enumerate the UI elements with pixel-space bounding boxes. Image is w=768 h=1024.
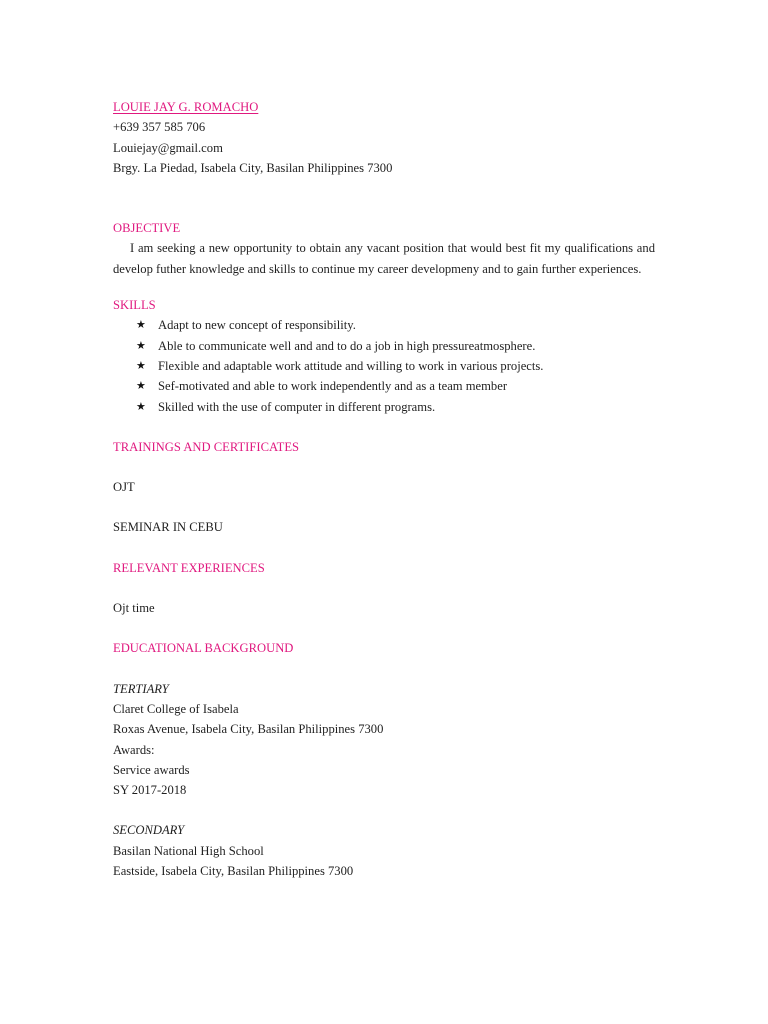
trainings-heading: TRAININGS AND CERTIFICATES	[113, 439, 300, 454]
star-icon: ★	[136, 358, 146, 372]
star-icon: ★	[136, 379, 146, 393]
tertiary-school: Claret College of Isabela	[113, 701, 239, 716]
secondary-address: Eastside, Isabela City, Basilan Philippines 7300	[113, 864, 354, 879]
spacer	[113, 457, 655, 477]
skill-text: Flexible and adaptable work attitude and willing to work in various projects.	[158, 358, 544, 373]
star-icon: ★	[136, 318, 146, 332]
experiences-section	[113, 558, 655, 619]
objective-heading: OBJECTIVE	[113, 221, 181, 236]
objective-section	[113, 218, 655, 279]
spacer	[113, 538, 655, 558]
tertiary-block	[113, 679, 655, 801]
spacer	[113, 178, 655, 218]
school-year: SY 2017-2018	[113, 783, 187, 798]
skills-list	[113, 315, 655, 416]
spacer	[113, 279, 655, 295]
skill-item	[113, 356, 655, 376]
education-section	[113, 638, 655, 881]
email-address: Louiejay@gmail.com	[113, 140, 223, 155]
spacer	[113, 497, 655, 517]
resume-page	[113, 97, 655, 881]
skills-heading: SKILLS	[113, 298, 156, 313]
skill-text: Able to communicate well and and to do a job in high pressureatmosphere.	[158, 338, 536, 353]
tertiary-address: Roxas Avenue, Isabela City, Basilan Philippines 7300	[113, 722, 384, 737]
skill-item	[113, 336, 655, 356]
skill-item	[113, 315, 655, 335]
skill-text: Sef-motivated and able to work independently and as a team member	[158, 379, 508, 394]
phone-number: +639 357 585 706	[113, 120, 206, 135]
skill-item	[113, 397, 655, 417]
home-address: Brgy. La Piedad, Isabela City, Basilan Philippines 7300	[113, 160, 393, 175]
training-item: OJT	[113, 480, 135, 495]
skill-text: Adapt to new concept of responsibility.	[158, 318, 356, 333]
secondary-block	[113, 820, 655, 881]
experience-item: Ojt time	[113, 601, 155, 616]
spacer	[113, 578, 655, 598]
skill-item	[113, 376, 655, 396]
skills-section	[113, 295, 655, 417]
spacer	[113, 417, 655, 437]
awards-label: Awards:	[113, 742, 155, 757]
trainings-section	[113, 437, 655, 538]
spacer	[113, 800, 655, 820]
spacer	[113, 659, 655, 679]
star-icon: ★	[136, 399, 146, 413]
star-icon: ★	[136, 338, 146, 352]
training-item: SEMINAR IN CEBU	[113, 520, 223, 535]
tertiary-label: TERTIARY	[113, 681, 169, 696]
spacer	[113, 618, 655, 638]
skill-text: Skilled with the use of computer in different programs.	[158, 399, 436, 414]
award-item: Service awards	[113, 762, 190, 777]
experiences-heading: RELEVANT EXPERIENCES	[113, 560, 265, 575]
contact-block	[113, 97, 655, 178]
secondary-label: SECONDARY	[113, 823, 185, 838]
education-heading: EDUCATIONAL BACKGROUND	[113, 641, 294, 656]
applicant-name: LOUIE JAY G. ROMACHO	[113, 100, 259, 114]
objective-text: I am seeking a new opportunity to obtain any vacant position that would best fit my qualifications and develop futher knowledge and skills to continue my career developmeny and to gain further experiences.	[113, 241, 655, 276]
secondary-school: Basilan National High School	[113, 843, 264, 858]
